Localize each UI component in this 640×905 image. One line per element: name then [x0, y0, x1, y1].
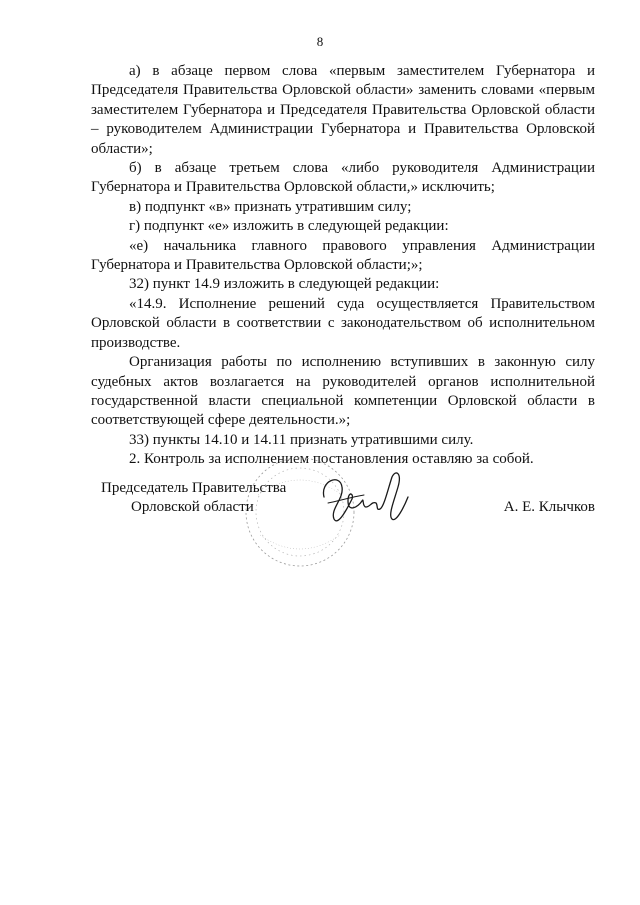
signatory-position-line2: Орловской области: [131, 499, 254, 515]
signatory-name: А. Е. Клычков: [503, 499, 595, 515]
document-body: [91, 62, 595, 470]
signature-block: [0, 455, 640, 575]
handwritten-signature: [318, 467, 410, 527]
paragraph-item-e: «е) начальника главного правового управления Администрации Губернатора и Правительства Орловской области;»;: [91, 237, 595, 274]
paragraph-item-32: 32) пункт 14.9 изложить в следующей редакции:: [129, 276, 440, 293]
paragraph-item-33: 33) пункты 14.10 и 14.11 признать утратившими силу.: [129, 431, 474, 448]
paragraph-item-a: а) в абзаце первом слова «первым заместителем Губернатора и Председателя Правительства Орловской области» заменить словами «первым заместителем Губернатора и Председателя Правительства Орловской области – руководителем Администрации Губернатора и Правительства Орловской области»;: [91, 63, 595, 157]
paragraph-item-v: в) подпункт «в» признать утратившим силу;: [129, 198, 412, 215]
paragraph-organization: Организация работы по исполнению вступивших в законную силу судебных актов возлагается на руководителей органов исполнительной государственной власти специальной компетенции Орловской области в соответствующей сфере деятельности.»;: [91, 354, 595, 429]
paragraph-item-b: б) в абзаце третьем слова «либо руководителя Администрации Губернатора и Правительства Орловской области,» исключить;: [91, 160, 595, 196]
signatory-position-line1: Председатель Правительства: [101, 480, 287, 496]
paragraph-item-g: г) подпункт «е» изложить в следующей редакции:: [129, 218, 449, 235]
page-number: 8: [316, 34, 324, 49]
paragraph-control: 2. Контроль за исполнением постановления оставляю за собой.: [129, 451, 534, 468]
paragraph-14-9: «14.9. Исполнение решений суда осуществляется Правительством Орловской области в соответствии с законодательством об исполнительном производстве.: [91, 295, 595, 351]
